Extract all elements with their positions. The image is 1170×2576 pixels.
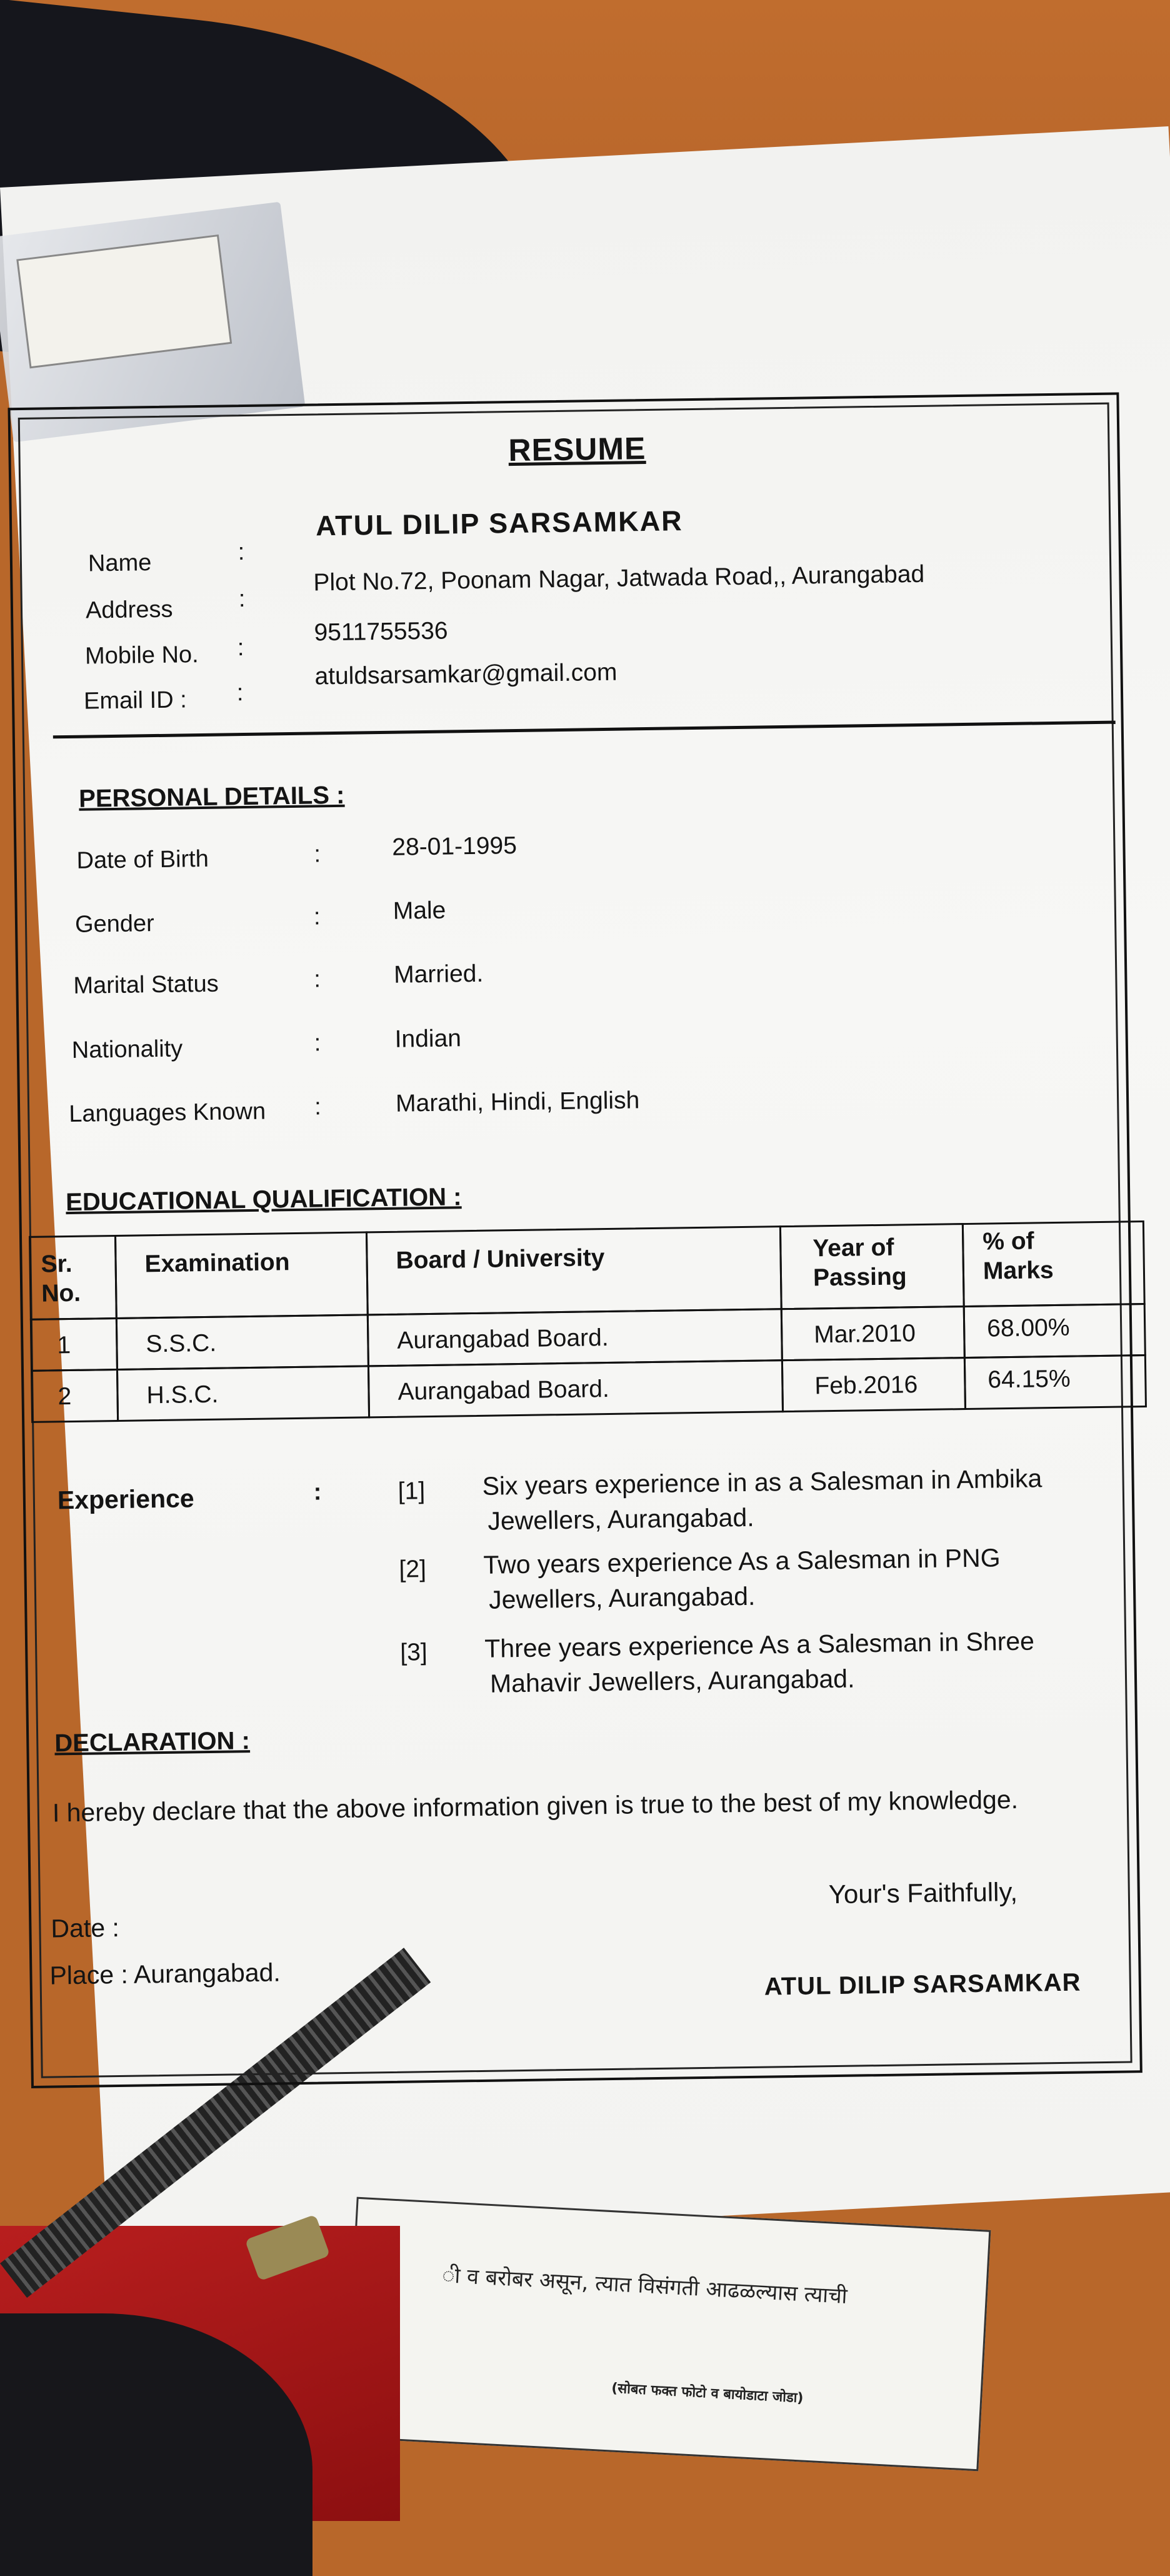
education-table: [29, 1220, 1147, 1430]
table-row-1-sr: 1: [30, 1317, 118, 1372]
experience-1-line1: Six years experience in as a Salesman in Ambika: [482, 1464, 1042, 1501]
experience-3-num: [3]: [400, 1639, 428, 1666]
nationality-colon: :: [314, 1030, 321, 1057]
experience-2-line2: Jewellers, Aurangabad.: [488, 1581, 756, 1614]
candidate-name: ATUL DILIP SARSAMKAR: [315, 505, 683, 542]
table-row-2-exam: H.S.C.: [116, 1365, 370, 1422]
gender-label: Gender: [74, 910, 155, 938]
personal-details-heading: PERSONAL DETAILS :: [78, 781, 345, 813]
mobile-colon: :: [237, 635, 244, 662]
marital-status-colon: :: [314, 966, 321, 993]
col-header-sr-no: Sr. No.: [29, 1235, 118, 1321]
experience-3-line2: Mahavir Jewellers, Aurangabad.: [489, 1664, 855, 1698]
languages-colon: :: [314, 1094, 322, 1120]
experience-1-line2: Jewellers, Aurangabad.: [488, 1502, 754, 1536]
table-row-1-year: Mar.2010: [781, 1306, 966, 1361]
col-header-marks: % of Marks: [962, 1220, 1146, 1307]
declaration-text: I hereby declare that the above information given is true to the best of my knowledge.: [52, 1784, 1019, 1828]
dob-colon: :: [314, 841, 321, 868]
signature-name: ATUL DILIP SARSAMKAR: [764, 1968, 1081, 2001]
name-label: Name: [88, 550, 152, 577]
nationality-value: Indian: [394, 1025, 462, 1053]
dob-value: 28-01-1995: [392, 832, 518, 861]
declaration-heading: DECLARATION :: [54, 1727, 251, 1758]
address-value: Plot No.72, Poonam Nagar, Jatwada Road,, Aurangabad: [313, 560, 925, 596]
place-value: Place : Aurangabad.: [49, 1958, 281, 1990]
table-row-2-sr: 2: [31, 1369, 119, 1423]
mobile-label: Mobile No.: [84, 641, 199, 670]
experience-1-num: [1]: [398, 1477, 426, 1505]
resume-title: RESUME: [508, 431, 646, 468]
table-row-2-year: Feb.2016: [781, 1357, 966, 1412]
languages-value: Marathi, Hindi, English: [395, 1087, 640, 1117]
form-text-line2: (सोबत फक्त फोटो व बायोडाटा जोडा): [611, 2380, 804, 2407]
table-row-1-marks: 68.00%: [963, 1303, 1146, 1359]
address-colon: :: [238, 585, 246, 613]
email-label: Email ID :: [83, 687, 188, 715]
experience-2-line1: Two years experience As a Salesman in PNG: [483, 1543, 1001, 1579]
email-colon: :: [236, 680, 244, 707]
table-row-2-board: Aurangabad Board.: [368, 1359, 784, 1418]
mobile-value: 9511755536: [314, 617, 448, 647]
closing-text: Your's Faithfully,: [828, 1876, 1018, 1909]
date-label: Date :: [51, 1913, 120, 1943]
education-heading: EDUCATIONAL QUALIFICATION :: [65, 1183, 462, 1217]
experience-3-line1: Three years experience As a Salesman in Shree: [484, 1626, 1035, 1663]
experience-label: Experience: [57, 1484, 194, 1515]
experience-2-num: [2]: [399, 1556, 427, 1583]
table-row-1-exam: S.S.C.: [116, 1314, 369, 1371]
col-header-board: Board / University: [366, 1225, 782, 1316]
languages-label: Languages Known: [68, 1098, 266, 1128]
address-label: Address: [85, 596, 173, 624]
table-row-2-marks: 64.15%: [964, 1354, 1147, 1410]
gender-colon: :: [313, 903, 321, 930]
table-row-1-board: Aurangabad Board.: [367, 1308, 783, 1367]
form-text-line1: ी व बरोबर असून, त्यात विसंगती आढळल्यास त्याची: [441, 2263, 848, 2309]
col-header-year: Year of Passing: [779, 1223, 965, 1310]
dob-label: Date of Birth: [76, 845, 209, 874]
nationality-label: Nationality: [71, 1035, 183, 1064]
marital-status-value: Married.: [393, 960, 484, 989]
gender-value: Male: [392, 897, 446, 925]
marital-status-label: Marital Status: [73, 970, 219, 999]
email-value: atuldsarsamkar@gmail.com: [314, 658, 618, 690]
name-colon: :: [238, 539, 245, 566]
col-header-examination: Examination: [114, 1231, 369, 1319]
experience-colon: :: [313, 1479, 322, 1506]
